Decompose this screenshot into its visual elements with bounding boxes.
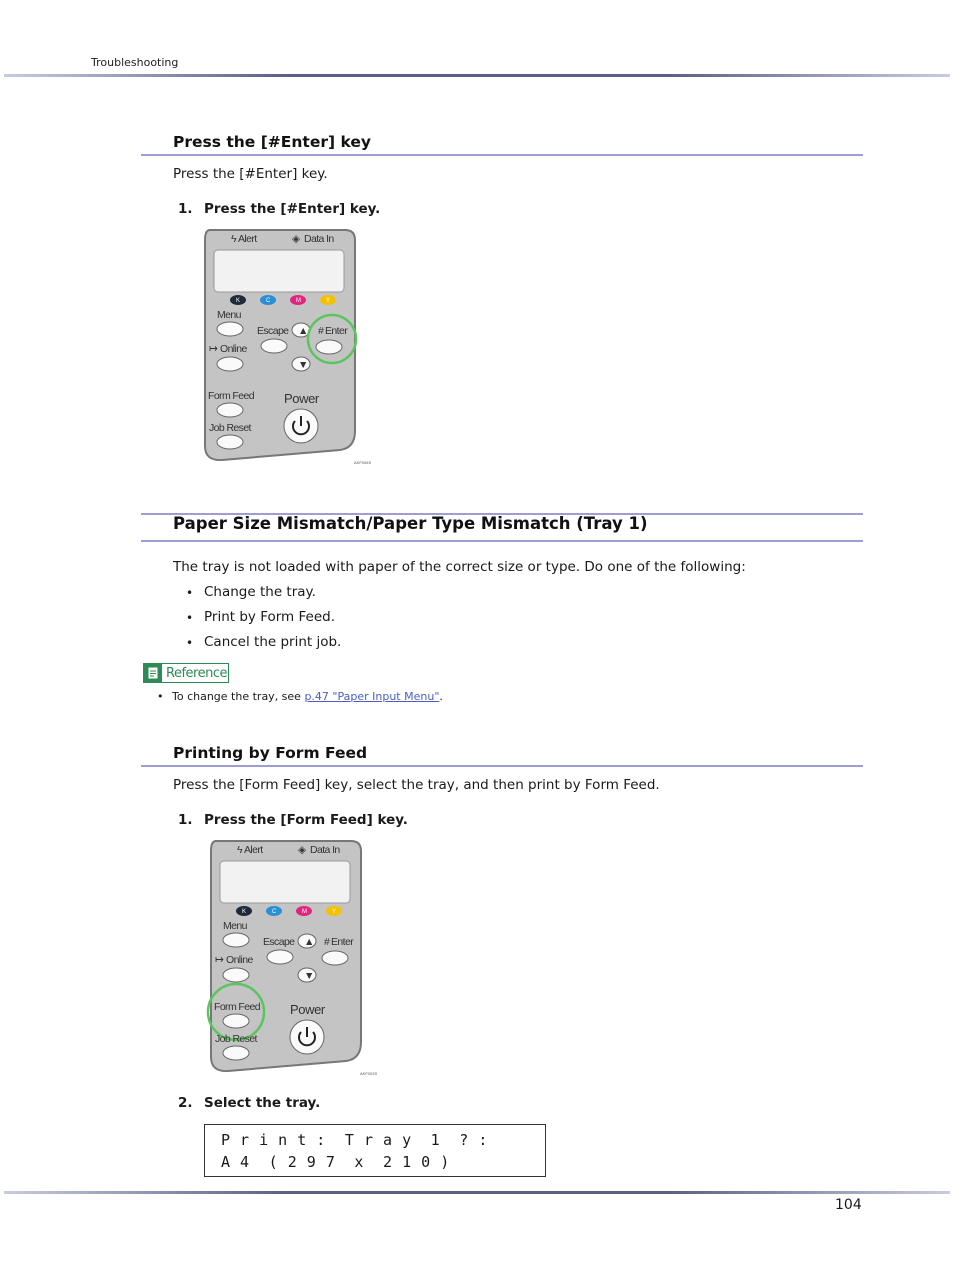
online-key[interactable] <box>223 968 249 982</box>
menu-label: Menu <box>223 920 247 932</box>
job-reset-key[interactable] <box>217 435 243 449</box>
paper-input-menu-link[interactable]: p.47 "Paper Input Menu" <box>304 690 440 703</box>
menu-key[interactable] <box>217 322 243 336</box>
up-arrow-icon: ▲ <box>304 936 314 948</box>
toner-k-label: K <box>242 909 247 915</box>
bullet-item: Change the tray. <box>204 584 316 600</box>
hash-icon: # <box>318 325 324 337</box>
header-rule <box>4 74 950 77</box>
panel-display <box>214 250 344 292</box>
toner-m-label: M <box>302 909 307 915</box>
escape-key[interactable] <box>267 950 293 964</box>
footer-rule <box>4 1191 950 1194</box>
section-heading-form-feed: Printing by Form Feed <box>173 744 368 762</box>
power-label: Power <box>290 1002 325 1017</box>
form-feed-key[interactable] <box>223 1014 249 1028</box>
figure-code: AKF006S <box>354 460 372 465</box>
data-in-label: Data In <box>310 844 340 856</box>
toner-c-label: C <box>272 909 277 915</box>
data-in-label: Data In <box>304 233 334 245</box>
step-instruction: Press the [Form Feed] key. <box>204 812 408 828</box>
enter-label: Enter <box>331 936 354 948</box>
panel-display <box>220 861 350 903</box>
bullet-item: Print by Form Feed. <box>204 609 335 625</box>
online-label: Online <box>220 343 247 355</box>
section-heading-paper-mismatch: Paper Size Mismatch/Paper Type Mismatch (Tray 1) <box>173 514 648 533</box>
alert-icon: ϟ <box>231 233 236 245</box>
step-instruction: Press the [#Enter] key. <box>204 201 381 217</box>
step-instruction: Select the tray. <box>204 1095 321 1111</box>
lcd-line-2: A 4 ( 2 9 7 x 2 1 0 ) <box>221 1153 450 1171</box>
escape-label: Escape <box>263 936 295 948</box>
reference-label: Reference <box>166 665 227 681</box>
bullet-marker: • <box>186 611 194 625</box>
reference-note <box>172 690 443 703</box>
reference-badge <box>143 663 229 683</box>
power-label: Power <box>284 391 319 406</box>
reference-icon <box>144 664 162 682</box>
page-number: 104 <box>835 1197 862 1213</box>
bullet-item: Cancel the print job. <box>204 634 342 650</box>
data-in-icon: ◈ <box>298 844 306 856</box>
lcd-display-message <box>204 1124 546 1177</box>
online-icon: ↦ <box>209 343 218 355</box>
down-arrow-icon: ▼ <box>304 970 314 982</box>
alert-icon: ϟ <box>237 844 242 856</box>
section-intro: Press the [Form Feed] key, select the tray, and then print by Form Feed. <box>173 777 660 793</box>
step-number: 1. <box>178 812 193 828</box>
job-reset-label: Job Reset <box>209 422 251 434</box>
toner-c-label: C <box>266 298 271 304</box>
section-heading-rule <box>141 154 863 156</box>
data-in-icon: ◈ <box>292 233 300 245</box>
enter-key[interactable] <box>316 340 342 354</box>
reference-prefix: To change the tray, see <box>172 690 305 703</box>
enter-label: Enter <box>325 325 348 337</box>
step-number: 2. <box>178 1095 193 1111</box>
section-heading-rule <box>141 765 863 767</box>
menu-key[interactable] <box>223 933 249 947</box>
up-arrow-icon: ▲ <box>298 325 308 337</box>
control-panel-illustration-form-feed <box>206 837 391 1079</box>
toner-y-label: Y <box>332 909 337 915</box>
bullet-marker: • <box>186 586 194 600</box>
section-heading-enter-key: Press the [#Enter] key <box>173 133 371 151</box>
enter-key[interactable] <box>322 951 348 965</box>
escape-label: Escape <box>257 325 289 337</box>
alert-label: Alert <box>238 233 257 245</box>
form-feed-label: Form Feed <box>214 1001 260 1013</box>
menu-label: Menu <box>217 309 241 321</box>
form-feed-key[interactable] <box>217 403 243 417</box>
hash-icon: # <box>324 936 330 948</box>
down-arrow-icon: ▼ <box>298 359 308 371</box>
step-number: 1. <box>178 201 193 217</box>
figure-code: AKF003S <box>360 1071 378 1076</box>
online-label: Online <box>226 954 253 966</box>
running-header: Troubleshooting <box>91 56 179 69</box>
section-intro: Press the [#Enter] key. <box>173 166 328 182</box>
toner-y-label: Y <box>326 298 331 304</box>
job-reset-key[interactable] <box>223 1046 249 1060</box>
toner-m-label: M <box>296 298 301 304</box>
online-key[interactable] <box>217 357 243 371</box>
toner-k-label: K <box>236 298 241 304</box>
control-panel-illustration-enter <box>200 226 385 468</box>
alert-label: Alert <box>244 844 263 856</box>
online-icon: ↦ <box>215 954 224 966</box>
job-reset-label: Job Reset <box>215 1033 257 1045</box>
form-feed-label: Form Feed <box>208 390 254 402</box>
bullet-marker: • <box>186 636 194 650</box>
bullet-marker: • <box>157 690 164 703</box>
escape-key[interactable] <box>261 339 287 353</box>
lcd-line-1: P r i n t : T r a y 1 ? : <box>221 1131 488 1149</box>
section-intro: The tray is not loaded with paper of the correct size or type. Do one of the following: <box>173 559 746 575</box>
reference-suffix: . <box>439 690 443 703</box>
